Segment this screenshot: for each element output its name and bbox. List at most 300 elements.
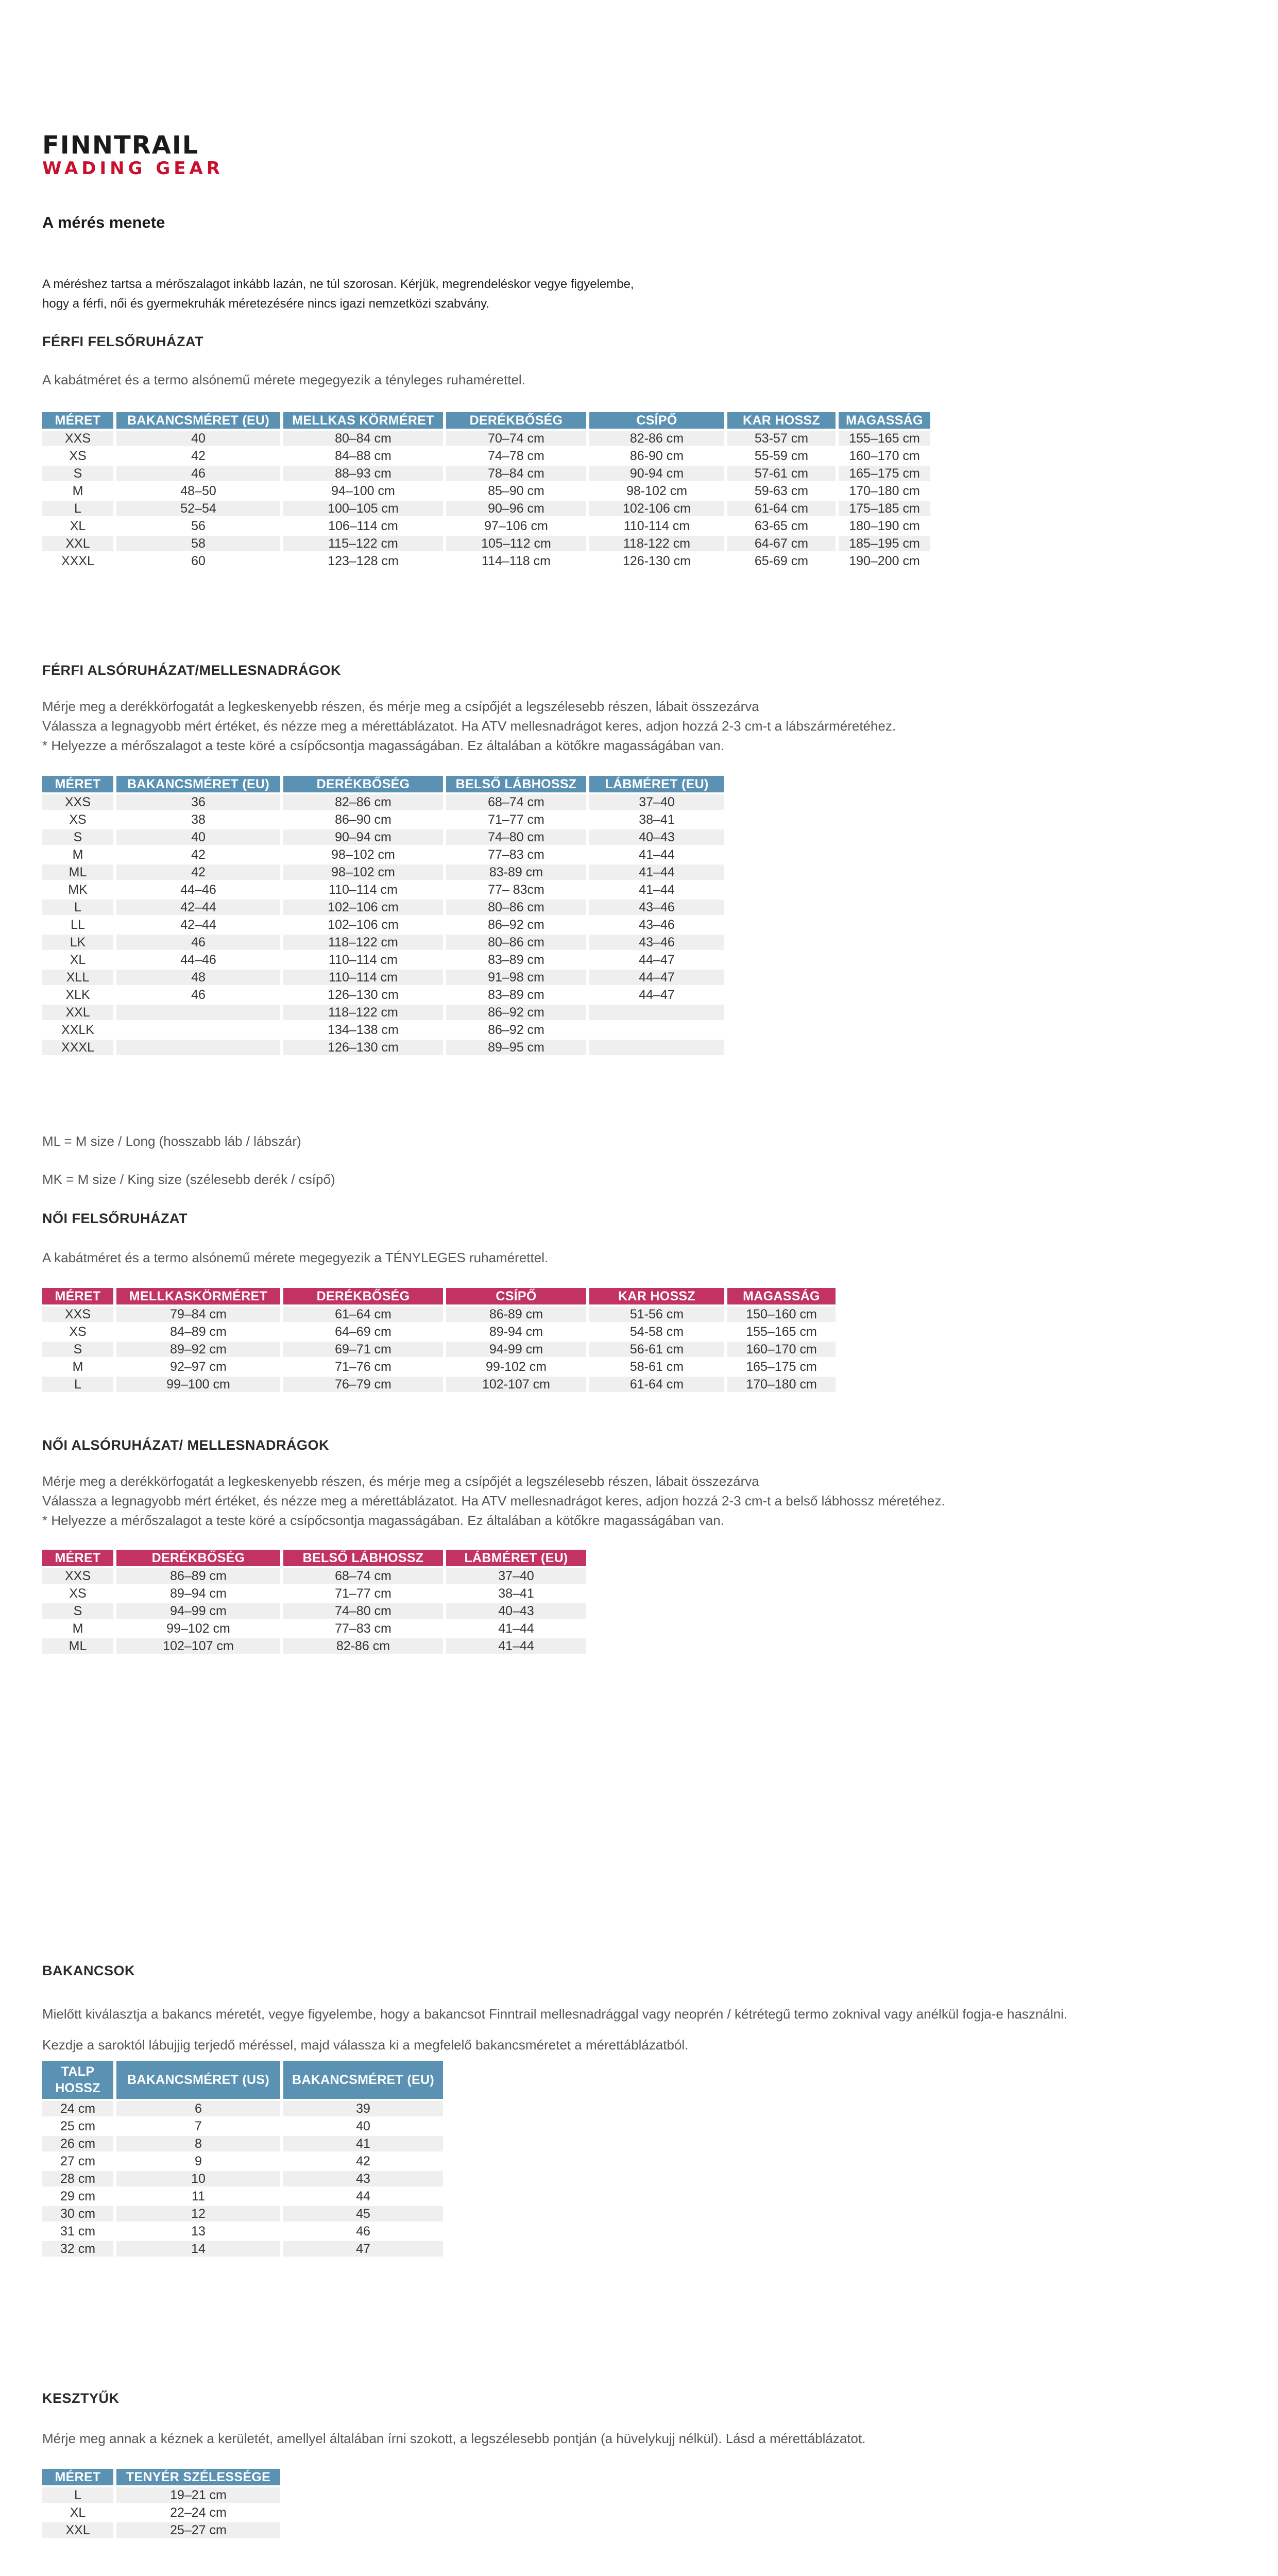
men-top-title: FÉRFI FELSŐRUHÁZAT bbox=[42, 334, 203, 349]
table-cell: 71–76 cm bbox=[283, 1359, 443, 1375]
table-cell: 11 bbox=[116, 2189, 280, 2204]
table-cell: 83–89 cm bbox=[446, 987, 586, 1003]
table-row bbox=[42, 865, 724, 880]
table-cell: 92–97 cm bbox=[116, 1359, 280, 1375]
table-cell: ML bbox=[42, 865, 113, 880]
table-cell: 160–170 cm bbox=[727, 1342, 836, 1357]
column-header: BAKANCSMÉRET (US) bbox=[116, 2061, 280, 2099]
table-cell: 79–84 cm bbox=[116, 1307, 280, 1322]
table-cell: 40 bbox=[116, 431, 280, 446]
table-cell: 41 bbox=[283, 2136, 443, 2151]
table-cell: 58 bbox=[116, 536, 280, 551]
table-cell: 59-63 cm bbox=[727, 483, 836, 499]
table-cell: 86–89 cm bbox=[116, 1568, 280, 1584]
table-cell: 102–107 cm bbox=[116, 1638, 280, 1654]
table-cell: 190–200 cm bbox=[839, 553, 930, 569]
table-row bbox=[42, 935, 724, 950]
table-cell: 83–89 cm bbox=[446, 952, 586, 968]
table-cell: 94-99 cm bbox=[446, 1342, 586, 1357]
table-cell: 134–138 cm bbox=[283, 1022, 443, 1038]
column-header: CSÍPŐ bbox=[589, 412, 724, 429]
table-cell: 85–90 cm bbox=[446, 483, 586, 499]
table-cell: 68–74 cm bbox=[283, 1568, 443, 1584]
table-cell: M bbox=[42, 483, 113, 499]
table-row bbox=[42, 1022, 724, 1038]
women-top-note: A kabátméret és a termo alsónemű mérete megegyezik a TÉNYLEGES ruhamérettel. bbox=[42, 1250, 549, 1265]
table-row bbox=[42, 553, 930, 569]
table-cell: 42 bbox=[116, 847, 280, 862]
column-header: CSÍPŐ bbox=[446, 1288, 586, 1304]
table-row bbox=[42, 1359, 836, 1375]
table-cell: 82-86 cm bbox=[283, 1638, 443, 1654]
table-cell: S bbox=[42, 829, 113, 845]
table-cell: 90-94 cm bbox=[589, 466, 724, 481]
table-cell: 53-57 cm bbox=[727, 431, 836, 446]
table-cell: 46 bbox=[116, 935, 280, 950]
table-cell: 46 bbox=[116, 466, 280, 481]
men-top-note: A kabátméret és a termo alsónemű mérete megegyezik a tényleges ruhamérettel. bbox=[42, 372, 525, 387]
table-cell: 29 cm bbox=[42, 2189, 113, 2204]
table-cell: 98–102 cm bbox=[283, 847, 443, 862]
intro-line-2: hogy a férfi, női és gyermekruhák méretezésére nincs igazi nemzetközi szabvány. bbox=[42, 297, 489, 311]
table-cell: 86–92 cm bbox=[446, 1005, 586, 1020]
table-cell: 25–27 cm bbox=[116, 2522, 280, 2538]
table-cell: 180–190 cm bbox=[839, 518, 930, 534]
table-cell: 46 bbox=[116, 987, 280, 1003]
table-row bbox=[42, 2119, 443, 2134]
table-cell: 38–41 bbox=[446, 1586, 586, 1601]
table-row bbox=[42, 466, 930, 481]
table-cell: XL bbox=[42, 952, 113, 968]
boots-line-1: Mielőtt kiválasztja a bakancs méretét, vegye figyelembe, hogy a bakancsot Finntrail mellesnadrággal vagy neoprén / kétrétegű termo zoknival vagy anélkül fogja-e használni. bbox=[42, 2006, 1068, 2022]
intro-line-1: A méréshez tartsa a mérőszalagot inkább lazán, ne túl szorosan. Kérjük, megrendeléskor vegye figyelembe, bbox=[42, 277, 634, 291]
column-header: MÉRET bbox=[42, 776, 113, 792]
table-cell: 98-102 cm bbox=[589, 483, 724, 499]
table-cell: 10 bbox=[116, 2171, 280, 2187]
table-cell: 44 bbox=[283, 2189, 443, 2204]
table-row bbox=[42, 483, 930, 499]
table-header-row bbox=[42, 1288, 836, 1304]
table-row bbox=[42, 812, 724, 827]
boots-title: BAKANCSOK bbox=[42, 1963, 135, 1978]
table-cell: 89-94 cm bbox=[446, 1324, 586, 1340]
table-cell: 39 bbox=[283, 2101, 443, 2116]
table-row bbox=[42, 1621, 586, 1636]
table-cell: 42 bbox=[283, 2154, 443, 2169]
table-cell: 44–47 bbox=[589, 970, 724, 985]
table-cell: 40–43 bbox=[589, 829, 724, 845]
table-cell: 98–102 cm bbox=[283, 865, 443, 880]
table-cell: 102–106 cm bbox=[283, 900, 443, 915]
women-bottom-size-table bbox=[39, 1548, 589, 1656]
table-cell: 82-86 cm bbox=[589, 431, 724, 446]
table-cell: 44–46 bbox=[116, 952, 280, 968]
table-cell: 185–195 cm bbox=[839, 536, 930, 551]
table-cell: 114–118 cm bbox=[446, 553, 586, 569]
gloves-note: Mérje meg annak a kéznek a kerületét, amellyel általában írni szokott, a legszélesebb pontján (a hüvelykujj nélkül). Lásd a mérettáblázatot. bbox=[42, 2431, 866, 2446]
column-header: MELLKAS KÖRMÉRET bbox=[283, 412, 443, 429]
table-cell: 118-122 cm bbox=[589, 536, 724, 551]
table-row bbox=[42, 501, 930, 516]
table-cell: M bbox=[42, 847, 113, 862]
table-row bbox=[42, 431, 930, 446]
table-cell: 51-56 cm bbox=[589, 1307, 724, 1322]
table-cell: MK bbox=[42, 882, 113, 897]
table-cell: 77–83 cm bbox=[446, 847, 586, 862]
column-header: DERÉKBŐSÉG bbox=[283, 776, 443, 792]
table-row bbox=[42, 2101, 443, 2116]
table-cell: 86–90 cm bbox=[283, 812, 443, 827]
table-cell: S bbox=[42, 466, 113, 481]
table-row bbox=[42, 2206, 443, 2222]
table-cell: 61–64 cm bbox=[283, 1307, 443, 1322]
table-row bbox=[42, 1586, 586, 1601]
boots-line-2: Kezdje a saroktól lábujjig terjedő méréssel, majd válassza ki a megfelelő bakancsméretet a mérettáblázatból. bbox=[42, 2037, 689, 2053]
men-bottom-size-table bbox=[39, 774, 727, 1057]
table-cell: XXLK bbox=[42, 1022, 113, 1038]
table-cell bbox=[116, 1022, 280, 1038]
table-row bbox=[42, 1603, 586, 1619]
brand-tagline: WADING GEAR bbox=[42, 158, 224, 179]
table-cell: 43–46 bbox=[589, 900, 724, 915]
column-header: BAKANCSMÉRET (EU) bbox=[283, 2061, 443, 2099]
table-row bbox=[42, 2241, 443, 2257]
table-cell: XS bbox=[42, 448, 113, 464]
table-cell: 56-61 cm bbox=[589, 1342, 724, 1357]
column-header: DERÉKBŐSÉG bbox=[116, 1550, 280, 1566]
table-cell: 110–114 cm bbox=[283, 970, 443, 985]
table-cell: 36 bbox=[116, 794, 280, 810]
table-cell: 52–54 bbox=[116, 501, 280, 516]
table-cell: XXL bbox=[42, 536, 113, 551]
men-bottom-title: FÉRFI ALSÓRUHÁZAT/MELLESNADRÁGOK bbox=[42, 663, 341, 678]
table-cell: 155–165 cm bbox=[839, 431, 930, 446]
table-cell: 43–46 bbox=[589, 935, 724, 950]
column-header: MÉRET bbox=[42, 1550, 113, 1566]
table-cell: 102-107 cm bbox=[446, 1377, 586, 1392]
table-cell: 64-67 cm bbox=[727, 536, 836, 551]
table-header-row bbox=[42, 2469, 280, 2485]
table-cell: 28 cm bbox=[42, 2171, 113, 2187]
table-cell: 37–40 bbox=[446, 1568, 586, 1584]
table-cell: 90–96 cm bbox=[446, 501, 586, 516]
table-cell: 14 bbox=[116, 2241, 280, 2257]
table-cell: 41–44 bbox=[589, 865, 724, 880]
table-cell: 118–122 cm bbox=[283, 935, 443, 950]
men-bottom-instructions bbox=[42, 697, 896, 755]
table-row bbox=[42, 952, 724, 968]
column-header: LÁBMÉRET (EU) bbox=[589, 776, 724, 792]
table-cell: 86-90 cm bbox=[589, 448, 724, 464]
table-cell bbox=[589, 1040, 724, 1055]
table-cell: 41–44 bbox=[589, 882, 724, 897]
table-cell: 63-65 cm bbox=[727, 518, 836, 534]
column-header: BAKANCSMÉRET (EU) bbox=[116, 776, 280, 792]
table-cell: 61-64 cm bbox=[727, 501, 836, 516]
table-cell: 9 bbox=[116, 2154, 280, 2169]
table-cell: 65-69 cm bbox=[727, 553, 836, 569]
table-cell: 41–44 bbox=[589, 847, 724, 862]
table-cell bbox=[116, 1005, 280, 1020]
table-cell: 42–44 bbox=[116, 917, 280, 933]
table-cell: 102-106 cm bbox=[589, 501, 724, 516]
table-cell: 31 cm bbox=[42, 2224, 113, 2239]
table-row bbox=[42, 2189, 443, 2204]
table-cell: 99–102 cm bbox=[116, 1621, 280, 1636]
table-cell: 8 bbox=[116, 2136, 280, 2151]
women-bottom-line-1: Mérje meg a derékkörfogatát a legkeskenyebb részen, és mérje meg a csípőjét a legszélesebb részen, lábait összezárva bbox=[42, 1473, 759, 1489]
table-header-row bbox=[42, 1550, 586, 1566]
table-cell: XLK bbox=[42, 987, 113, 1003]
women-bottom-title: NŐI ALSÓRUHÁZAT/ MELLESNADRÁGOK bbox=[42, 1437, 329, 1453]
table-row bbox=[42, 1324, 836, 1340]
table-cell: 126–130 cm bbox=[283, 987, 443, 1003]
men-bottom-line-1: Mérje meg a derékkörfogatát a legkeskenyebb részen, és mérje meg a csípőjét a legszélesebb részen, lábait összezárva bbox=[42, 699, 759, 714]
table-header-row bbox=[42, 2061, 443, 2099]
table-row bbox=[42, 2224, 443, 2239]
women-bottom-line-3: * Helyezze a mérőszalagot a teste köré a csípőcsontja magasságában. Ez általában a kötőkre magasságában van. bbox=[42, 1513, 724, 1528]
table-row bbox=[42, 536, 930, 551]
table-cell: 100–105 cm bbox=[283, 501, 443, 516]
table-cell: 71–77 cm bbox=[283, 1586, 443, 1601]
table-header-row bbox=[42, 412, 930, 429]
column-header: BAKANCSMÉRET (EU) bbox=[116, 412, 280, 429]
table-cell: 86–92 cm bbox=[446, 917, 586, 933]
women-bottom-instructions bbox=[42, 1471, 945, 1530]
table-cell: 44–46 bbox=[116, 882, 280, 897]
column-header: TALP HOSSZ bbox=[42, 2061, 113, 2099]
table-cell: 70–74 cm bbox=[446, 431, 586, 446]
table-header-row bbox=[42, 776, 724, 792]
table-cell: 78–84 cm bbox=[446, 466, 586, 481]
brand-logo bbox=[42, 133, 269, 177]
women-bottom-line-2: Válassza a legnagyobb mért értéket, és nézze meg a mérettáblázatot. Ha ATV mellesnadrágot keres, adjon hozzá 2-3 cm-t a belső lábhossz méretéhez. bbox=[42, 1493, 945, 1509]
table-cell: 110-114 cm bbox=[589, 518, 724, 534]
table-cell: 94–99 cm bbox=[116, 1603, 280, 1619]
column-header: KAR HOSSZ bbox=[727, 412, 836, 429]
table-cell: 57-61 cm bbox=[727, 466, 836, 481]
table-cell: 71–77 cm bbox=[446, 812, 586, 827]
table-cell: 110–114 cm bbox=[283, 882, 443, 897]
table-cell: 41–44 bbox=[446, 1638, 586, 1654]
table-cell: 80–86 cm bbox=[446, 935, 586, 950]
table-cell: 26 cm bbox=[42, 2136, 113, 2151]
table-cell: 60 bbox=[116, 553, 280, 569]
table-cell: 43–46 bbox=[589, 917, 724, 933]
women-top-title: NŐI FELSŐRUHÁZAT bbox=[42, 1211, 188, 1226]
column-header: MÉRET bbox=[42, 1288, 113, 1304]
table-cell: 45 bbox=[283, 2206, 443, 2222]
table-cell: 118–122 cm bbox=[283, 1005, 443, 1020]
table-cell: 44–47 bbox=[589, 987, 724, 1003]
table-cell: 175–185 cm bbox=[839, 501, 930, 516]
boots-size-table bbox=[39, 2059, 446, 2259]
table-row bbox=[42, 1568, 586, 1584]
table-cell: LK bbox=[42, 935, 113, 950]
table-cell: 77– 83cm bbox=[446, 882, 586, 897]
gloves-size-table bbox=[39, 2467, 283, 2540]
table-cell: 80–84 cm bbox=[283, 431, 443, 446]
table-cell: 42 bbox=[116, 448, 280, 464]
table-cell: 126-130 cm bbox=[589, 553, 724, 569]
column-header: MÉRET bbox=[42, 412, 113, 429]
table-row bbox=[42, 2487, 280, 2503]
table-cell bbox=[589, 1005, 724, 1020]
table-cell: 44–47 bbox=[589, 952, 724, 968]
table-cell: 82–86 cm bbox=[283, 794, 443, 810]
table-cell: 155–165 cm bbox=[727, 1324, 836, 1340]
table-cell: 86-89 cm bbox=[446, 1307, 586, 1322]
table-cell: 48 bbox=[116, 970, 280, 985]
table-row bbox=[42, 987, 724, 1003]
table-cell: 94–100 cm bbox=[283, 483, 443, 499]
table-cell: 40 bbox=[116, 829, 280, 845]
table-cell: 99–100 cm bbox=[116, 1377, 280, 1392]
column-header: DERÉKBŐSÉG bbox=[446, 412, 586, 429]
table-cell: 126–130 cm bbox=[283, 1040, 443, 1055]
table-cell: 42–44 bbox=[116, 900, 280, 915]
intro-title: A mérés menete bbox=[42, 213, 165, 231]
gloves-title: KESZTYŰK bbox=[42, 2391, 120, 2406]
table-cell: 30 cm bbox=[42, 2206, 113, 2222]
table-cell: S bbox=[42, 1603, 113, 1619]
table-cell: L bbox=[42, 2487, 113, 2503]
brand-name: FINNTRAIL bbox=[42, 131, 199, 160]
column-header: MAGASSÁG bbox=[727, 1288, 836, 1304]
table-cell bbox=[116, 1040, 280, 1055]
table-cell: 115–122 cm bbox=[283, 536, 443, 551]
table-cell: 165–175 cm bbox=[839, 466, 930, 481]
table-row bbox=[42, 970, 724, 985]
table-cell: 86–92 cm bbox=[446, 1022, 586, 1038]
table-cell: 6 bbox=[116, 2101, 280, 2116]
column-header: DERÉKBŐSÉG bbox=[283, 1288, 443, 1304]
legend-mk: MK = M size / King size (szélesebb derék / csípő) bbox=[42, 1172, 335, 1187]
table-cell: M bbox=[42, 1621, 113, 1636]
table-cell: 24 cm bbox=[42, 2101, 113, 2116]
table-cell: 68–74 cm bbox=[446, 794, 586, 810]
table-cell: 69–71 cm bbox=[283, 1342, 443, 1357]
table-cell: XS bbox=[42, 1324, 113, 1340]
table-cell: 43 bbox=[283, 2171, 443, 2187]
table-cell: 25 cm bbox=[42, 2119, 113, 2134]
table-row bbox=[42, 448, 930, 464]
table-cell: 160–170 cm bbox=[839, 448, 930, 464]
table-cell: 105–112 cm bbox=[446, 536, 586, 551]
table-cell: 55-59 cm bbox=[727, 448, 836, 464]
table-cell: 99-102 cm bbox=[446, 1359, 586, 1375]
table-cell: 80–86 cm bbox=[446, 900, 586, 915]
table-cell: 89–92 cm bbox=[116, 1342, 280, 1357]
men-bottom-line-3: * Helyezze a mérőszalagot a teste köré a csípőcsontja magasságában. Ez általában a kötőkre magasságában van. bbox=[42, 738, 724, 753]
table-row bbox=[42, 2505, 280, 2520]
table-cell: 91–98 cm bbox=[446, 970, 586, 985]
intro-text bbox=[42, 275, 763, 314]
table-cell: 27 cm bbox=[42, 2154, 113, 2169]
table-cell: 13 bbox=[116, 2224, 280, 2239]
table-cell: L bbox=[42, 1377, 113, 1392]
table-cell: XL bbox=[42, 2505, 113, 2520]
table-cell: 74–80 cm bbox=[283, 1603, 443, 1619]
table-cell: 97–106 cm bbox=[446, 518, 586, 534]
table-cell: 58-61 cm bbox=[589, 1359, 724, 1375]
table-row bbox=[42, 2171, 443, 2187]
table-row bbox=[42, 900, 724, 915]
legend-ml: ML = M size / Long (hosszabb láb / lábszár) bbox=[42, 1133, 301, 1149]
table-cell: XXS bbox=[42, 431, 113, 446]
table-cell: L bbox=[42, 501, 113, 516]
table-cell: 88–93 cm bbox=[283, 466, 443, 481]
table-row bbox=[42, 794, 724, 810]
table-cell: 40 bbox=[283, 2119, 443, 2134]
table-cell: 89–95 cm bbox=[446, 1040, 586, 1055]
table-cell: XXS bbox=[42, 794, 113, 810]
table-cell: 106–114 cm bbox=[283, 518, 443, 534]
table-cell: 77–83 cm bbox=[283, 1621, 443, 1636]
table-row bbox=[42, 1377, 836, 1392]
table-row bbox=[42, 917, 724, 933]
table-row bbox=[42, 2154, 443, 2169]
table-cell: 76–79 cm bbox=[283, 1377, 443, 1392]
table-cell: 40–43 bbox=[446, 1603, 586, 1619]
table-cell: 165–175 cm bbox=[727, 1359, 836, 1375]
column-header: LÁBMÉRET (EU) bbox=[446, 1550, 586, 1566]
table-row bbox=[42, 518, 930, 534]
table-cell: XXL bbox=[42, 2522, 113, 2538]
table-cell: 38–41 bbox=[589, 812, 724, 827]
table-cell: XXS bbox=[42, 1307, 113, 1322]
table-cell: 54-58 cm bbox=[589, 1324, 724, 1340]
table-cell: XXS bbox=[42, 1568, 113, 1584]
table-cell: 12 bbox=[116, 2206, 280, 2222]
table-cell: 56 bbox=[116, 518, 280, 534]
table-cell: XXL bbox=[42, 1005, 113, 1020]
table-cell: XL bbox=[42, 518, 113, 534]
column-header: MELLKASKÖRMÉRET bbox=[116, 1288, 280, 1304]
column-header: TENYÉR SZÉLESSÉGE bbox=[116, 2469, 280, 2485]
men-bottom-line-2: Válassza a legnagyobb mért értéket, és nézze meg a mérettáblázatot. Ha ATV mellesnadrágot keres, adjon hozzá 2-3 cm-t a lábszárméretéhez. bbox=[42, 718, 896, 734]
women-top-size-table bbox=[39, 1286, 839, 1394]
table-cell: 32 cm bbox=[42, 2241, 113, 2257]
table-cell: 110–114 cm bbox=[283, 952, 443, 968]
table-row bbox=[42, 1040, 724, 1055]
table-cell bbox=[589, 1022, 724, 1038]
men-top-size-table bbox=[39, 410, 933, 571]
table-row bbox=[42, 1638, 586, 1654]
column-header: BELSŐ LÁBHOSSZ bbox=[283, 1550, 443, 1566]
table-cell: 84–88 cm bbox=[283, 448, 443, 464]
column-header: MAGASSÁG bbox=[839, 412, 930, 429]
table-cell: 42 bbox=[116, 865, 280, 880]
table-row bbox=[42, 2522, 280, 2538]
table-cell: 61-64 cm bbox=[589, 1377, 724, 1392]
table-cell: 83-89 cm bbox=[446, 865, 586, 880]
table-cell: 170–180 cm bbox=[727, 1377, 836, 1392]
table-cell: 123–128 cm bbox=[283, 553, 443, 569]
table-cell: 89–94 cm bbox=[116, 1586, 280, 1601]
table-cell: XS bbox=[42, 812, 113, 827]
table-row bbox=[42, 1307, 836, 1322]
table-cell: XXXL bbox=[42, 553, 113, 569]
table-row bbox=[42, 829, 724, 845]
table-cell: 150–160 cm bbox=[727, 1307, 836, 1322]
table-cell: 46 bbox=[283, 2224, 443, 2239]
table-cell: 170–180 cm bbox=[839, 483, 930, 499]
column-header: BELSŐ LÁBHOSSZ bbox=[446, 776, 586, 792]
table-cell: 19–21 cm bbox=[116, 2487, 280, 2503]
column-header: KAR HOSSZ bbox=[589, 1288, 724, 1304]
table-cell: 64–69 cm bbox=[283, 1324, 443, 1340]
